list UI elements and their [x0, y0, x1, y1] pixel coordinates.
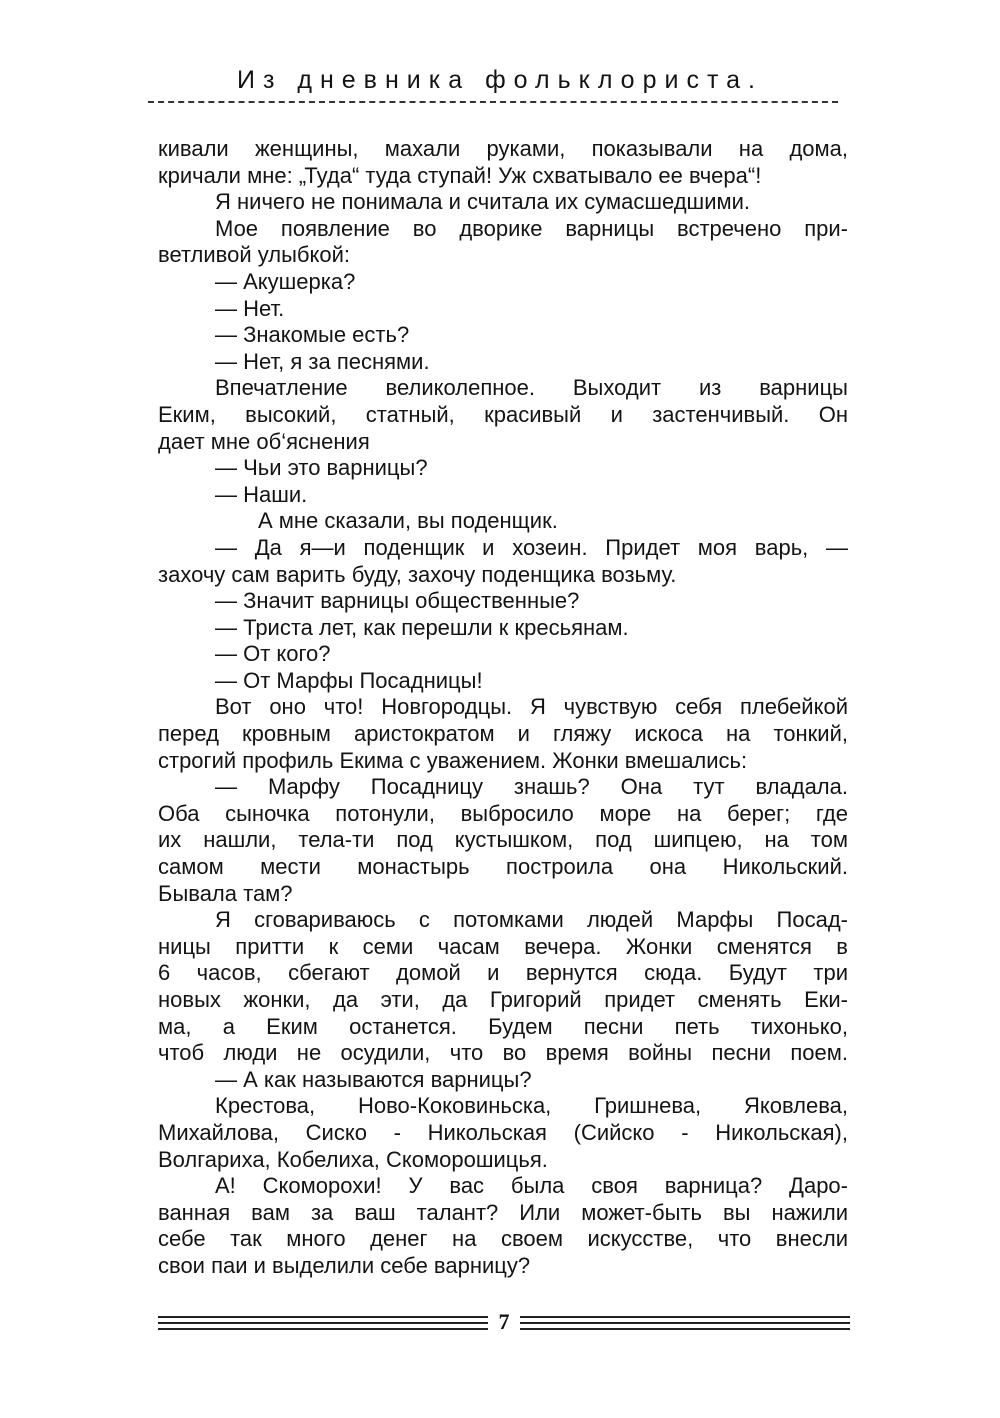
dialogue-line: — Чьи это варницы? [215, 455, 428, 481]
text-line: ванная вам за ваш талант? Или может-быть вы нажили [158, 1199, 848, 1225]
dialogue-line: — Акушерка? [215, 268, 356, 294]
text-line: ветливой улыбкой: [158, 242, 351, 268]
dialogue-line: — Нет. [215, 295, 285, 321]
text-line: их нашли, тела-ти под кустышком, под шипцею, на том [158, 827, 848, 853]
dialogue-line: — Триста лет, как перешли к кресьянам. [215, 614, 629, 640]
text-line: Еким, высокий, статный, красивый и застенчивый. Он [158, 401, 848, 427]
text-line: Впечатление великолепное. Выходит из варницы [215, 375, 848, 401]
text-line: Бывала там? [158, 880, 293, 906]
text-line: дает мне об‘яснения [158, 428, 370, 454]
text-line: Я сговариваюсь с потомками людей Марфы Посад- [215, 907, 848, 933]
running-header-title: Из дневника фольклориста. [237, 66, 763, 94]
page-number: 7 [498, 1309, 510, 1334]
dialogue-line: — От кого? [215, 641, 331, 667]
text-line: себе так много денег на своем искусстве, что внесли [158, 1226, 848, 1252]
text-line: строгий профиль Екима с уважением. Жонки вмешались: [158, 747, 748, 773]
text-line: Я ничего не понимала и считала их сумасшедшими. [215, 189, 751, 215]
text-line: ма, а Еким останется. Будем песни петь тихонько, [158, 1013, 848, 1039]
page-body-text [158, 136, 848, 1280]
text-line: самом мести монастырь построила она Никольский. [158, 854, 848, 880]
text-line: Волгариха, Кобелиха, Скоморошицья. [158, 1146, 548, 1172]
header-dashed-rule [148, 101, 838, 103]
dialogue-line: — Значит варницы общественные? [215, 588, 580, 614]
dialogue-line: — Марфу Посадницу знашь? Она тут владала. [215, 774, 848, 800]
text-line: перед кровным аристократом и гляжу искоса на тонкий, [158, 721, 848, 747]
text-line: новых жонки, да эти, да Григорий придет сменять Еки- [158, 987, 848, 1012]
text-line: Михайлова, Сиско - Никольская (Сийско - Никольская), [158, 1119, 848, 1145]
dialogue-line: — А как называются варницы? [215, 1066, 532, 1092]
text-line: Мое появление во дворике варницы встречено при- [215, 215, 848, 241]
dialogue-line: — Нет, я за песнями. [215, 348, 430, 374]
text-line: 6 часов, сбегают домой и вернутся сюда. Будут три [158, 960, 848, 986]
page-footer [158, 1309, 850, 1334]
dialogue-line: — От Марфы Посадницы! [215, 667, 483, 693]
text-line: Оба сыночка потонули, выбросило море на берег; где [158, 800, 848, 826]
text-line: чтоб люди не осудили, что во время войны песни поем. [158, 1040, 848, 1066]
footer-rule-right [520, 1316, 850, 1334]
text-line: А! Скоморохи! У вас была своя варница? Даро- [215, 1173, 848, 1199]
text-line: Вот оно что! Новгородцы. Я чувствую себя плебейкой [215, 694, 848, 720]
text-line: ницы притти к семи часам вечера. Жонки сменятся в [158, 933, 848, 959]
text-line: захочу сам варить буду, захочу поденщика возьму. [158, 561, 677, 587]
dialogue-line: — Знакомые есть? [215, 322, 410, 348]
dialogue-line: — Да я—и поденщик и хозеин. Придет моя варь, — [215, 534, 848, 560]
text-line: свои паи и выделили себе варницу? [158, 1252, 531, 1278]
text-line: Крестова, Ново-Коковиньска, Гришнева, Яковлева, [215, 1093, 848, 1119]
dialogue-line: — Наши. [215, 481, 308, 507]
text-line: кивали женщины, махали руками, показывали на дома, [158, 136, 848, 161]
dialogue-line: А мне сказали, вы поденщик. [258, 508, 558, 534]
text-line: кричали мне: „Туда“ туда ступай! Уж схватывало ее вчера“! [158, 162, 762, 188]
